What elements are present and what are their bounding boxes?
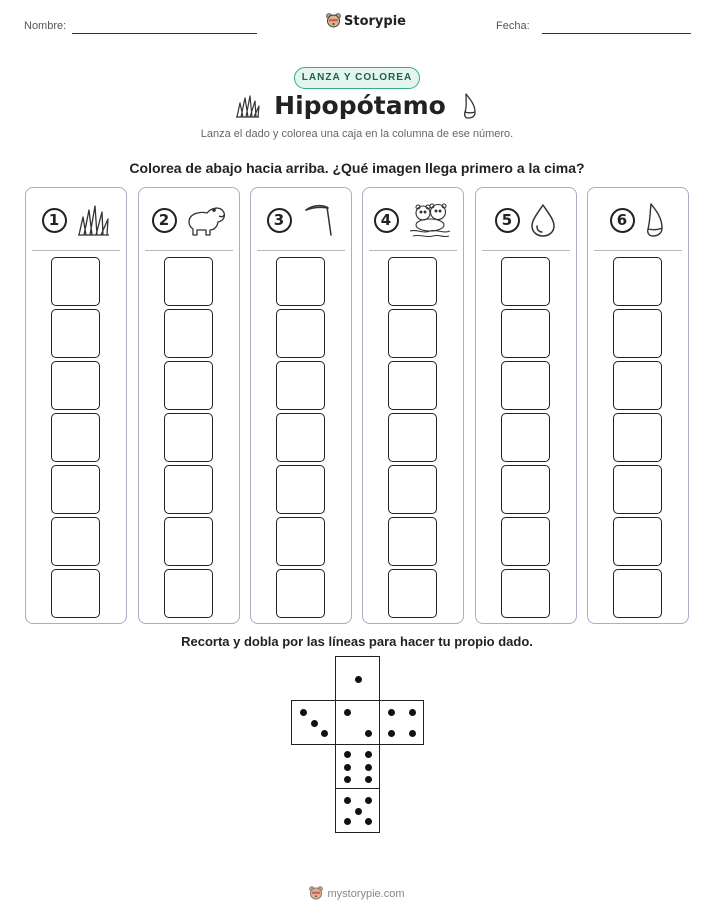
color-box[interactable] — [276, 517, 325, 566]
dice-pip — [365, 730, 372, 737]
tusk-icon — [643, 201, 667, 239]
color-box[interactable] — [613, 465, 662, 514]
column-divider — [482, 250, 570, 251]
dice-pip — [344, 776, 351, 783]
name-label: Nombre: — [24, 20, 67, 32]
color-box[interactable] — [388, 413, 437, 462]
column-divider — [257, 250, 345, 251]
number-badge: 3 — [267, 208, 292, 233]
dice-pip — [365, 751, 372, 758]
bear-mascot-icon — [326, 13, 341, 29]
dice-face-2 — [335, 700, 380, 745]
color-box[interactable] — [51, 257, 100, 306]
color-box[interactable] — [276, 569, 325, 618]
date-label: Fecha: — [496, 20, 530, 32]
column-header — [588, 200, 688, 240]
dice-pip — [365, 776, 372, 783]
color-box[interactable] — [613, 569, 662, 618]
dice-pip — [321, 730, 328, 737]
color-box[interactable] — [501, 361, 550, 410]
dice-pip — [388, 709, 395, 716]
color-box[interactable] — [51, 413, 100, 462]
color-box[interactable] — [164, 569, 213, 618]
dice-pip — [311, 720, 318, 727]
column-3 — [250, 187, 352, 624]
number-badge: 6 — [610, 208, 635, 233]
color-box[interactable] — [613, 309, 662, 358]
color-box[interactable] — [613, 257, 662, 306]
dice-pip — [344, 797, 351, 804]
color-box[interactable] — [276, 257, 325, 306]
water-drop-icon — [528, 202, 558, 238]
column-6 — [587, 187, 689, 624]
brand-logo: Storypie — [326, 13, 406, 29]
dice-pip — [365, 818, 372, 825]
column-1 — [25, 187, 127, 624]
color-box[interactable] — [164, 361, 213, 410]
dice-pip — [355, 808, 362, 815]
column-divider — [594, 250, 682, 251]
column-header — [251, 200, 351, 240]
color-box[interactable] — [164, 257, 213, 306]
color-box[interactable] — [51, 465, 100, 514]
color-box[interactable] — [51, 517, 100, 566]
color-box[interactable] — [164, 413, 213, 462]
color-box[interactable] — [501, 465, 550, 514]
color-box[interactable] — [388, 517, 437, 566]
color-box[interactable] — [388, 361, 437, 410]
activity-badge: LANZA Y COLOREA — [294, 67, 420, 89]
cut-instruction: Recorta y dobla por las líneas para hacer tu propio dado. — [181, 634, 533, 649]
color-box[interactable] — [276, 361, 325, 410]
column-header — [476, 200, 576, 240]
color-box[interactable] — [501, 569, 550, 618]
color-box[interactable] — [501, 413, 550, 462]
color-box[interactable] — [501, 309, 550, 358]
color-box[interactable] — [164, 517, 213, 566]
dice-pip — [344, 818, 351, 825]
dice-pip — [344, 751, 351, 758]
dice-pip — [344, 764, 351, 771]
scythe-icon — [300, 202, 336, 238]
grass-icon — [234, 93, 260, 119]
column-5 — [475, 187, 577, 624]
number-badge: 2 — [152, 208, 177, 233]
date-line — [542, 33, 691, 34]
instruction-text: Colorea de abajo hacia arriba. ¿Qué imagen llega primero a la cima? — [129, 160, 585, 176]
color-box[interactable] — [276, 309, 325, 358]
dice-pip — [388, 730, 395, 737]
column-4 — [362, 187, 464, 624]
hippo-icon — [185, 202, 227, 238]
dice-face-6 — [335, 744, 380, 789]
grass-icon — [75, 202, 111, 238]
color-box[interactable] — [613, 413, 662, 462]
column-header — [26, 200, 126, 240]
bear-mascot-icon — [309, 886, 323, 901]
color-box[interactable] — [501, 257, 550, 306]
footer — [0, 886, 714, 901]
dice-face-3 — [291, 700, 336, 745]
dice-pip — [355, 676, 362, 683]
color-box[interactable] — [388, 309, 437, 358]
name-line — [72, 33, 257, 34]
column-divider — [369, 250, 457, 251]
number-badge: 1 — [42, 208, 67, 233]
color-box[interactable] — [276, 413, 325, 462]
column-2 — [138, 187, 240, 624]
color-box[interactable] — [388, 257, 437, 306]
color-box[interactable] — [613, 361, 662, 410]
color-box[interactable] — [164, 309, 213, 358]
dice-face-4 — [379, 700, 424, 745]
color-box[interactable] — [51, 309, 100, 358]
dice-face-1 — [335, 656, 380, 701]
color-box[interactable] — [51, 361, 100, 410]
color-box[interactable] — [276, 465, 325, 514]
column-header — [363, 200, 463, 240]
column-divider — [32, 250, 120, 251]
hippo-family-icon — [407, 201, 453, 239]
color-box[interactable] — [51, 569, 100, 618]
number-badge: 5 — [495, 208, 520, 233]
footer-url[interactable]: mystorypie.com — [327, 887, 405, 900]
dice-pip — [365, 797, 372, 804]
color-box[interactable] — [613, 517, 662, 566]
dice-pip — [365, 764, 372, 771]
dice-pip — [409, 730, 416, 737]
subtitle: Lanza el dado y colorea una caja en la columna de ese número. — [200, 128, 514, 140]
color-box[interactable] — [388, 465, 437, 514]
column-divider — [145, 250, 233, 251]
column-header — [139, 200, 239, 240]
dice-face-5 — [335, 788, 380, 833]
color-box[interactable] — [388, 569, 437, 618]
dice-pip — [344, 709, 351, 716]
color-box[interactable] — [501, 517, 550, 566]
tusk-icon — [460, 92, 480, 120]
dice-pip — [409, 709, 416, 716]
number-badge: 4 — [374, 208, 399, 233]
page-title: Hipopótamo — [274, 91, 446, 120]
color-box[interactable] — [164, 465, 213, 514]
dice-pip — [300, 709, 307, 716]
title-row — [0, 91, 714, 120]
